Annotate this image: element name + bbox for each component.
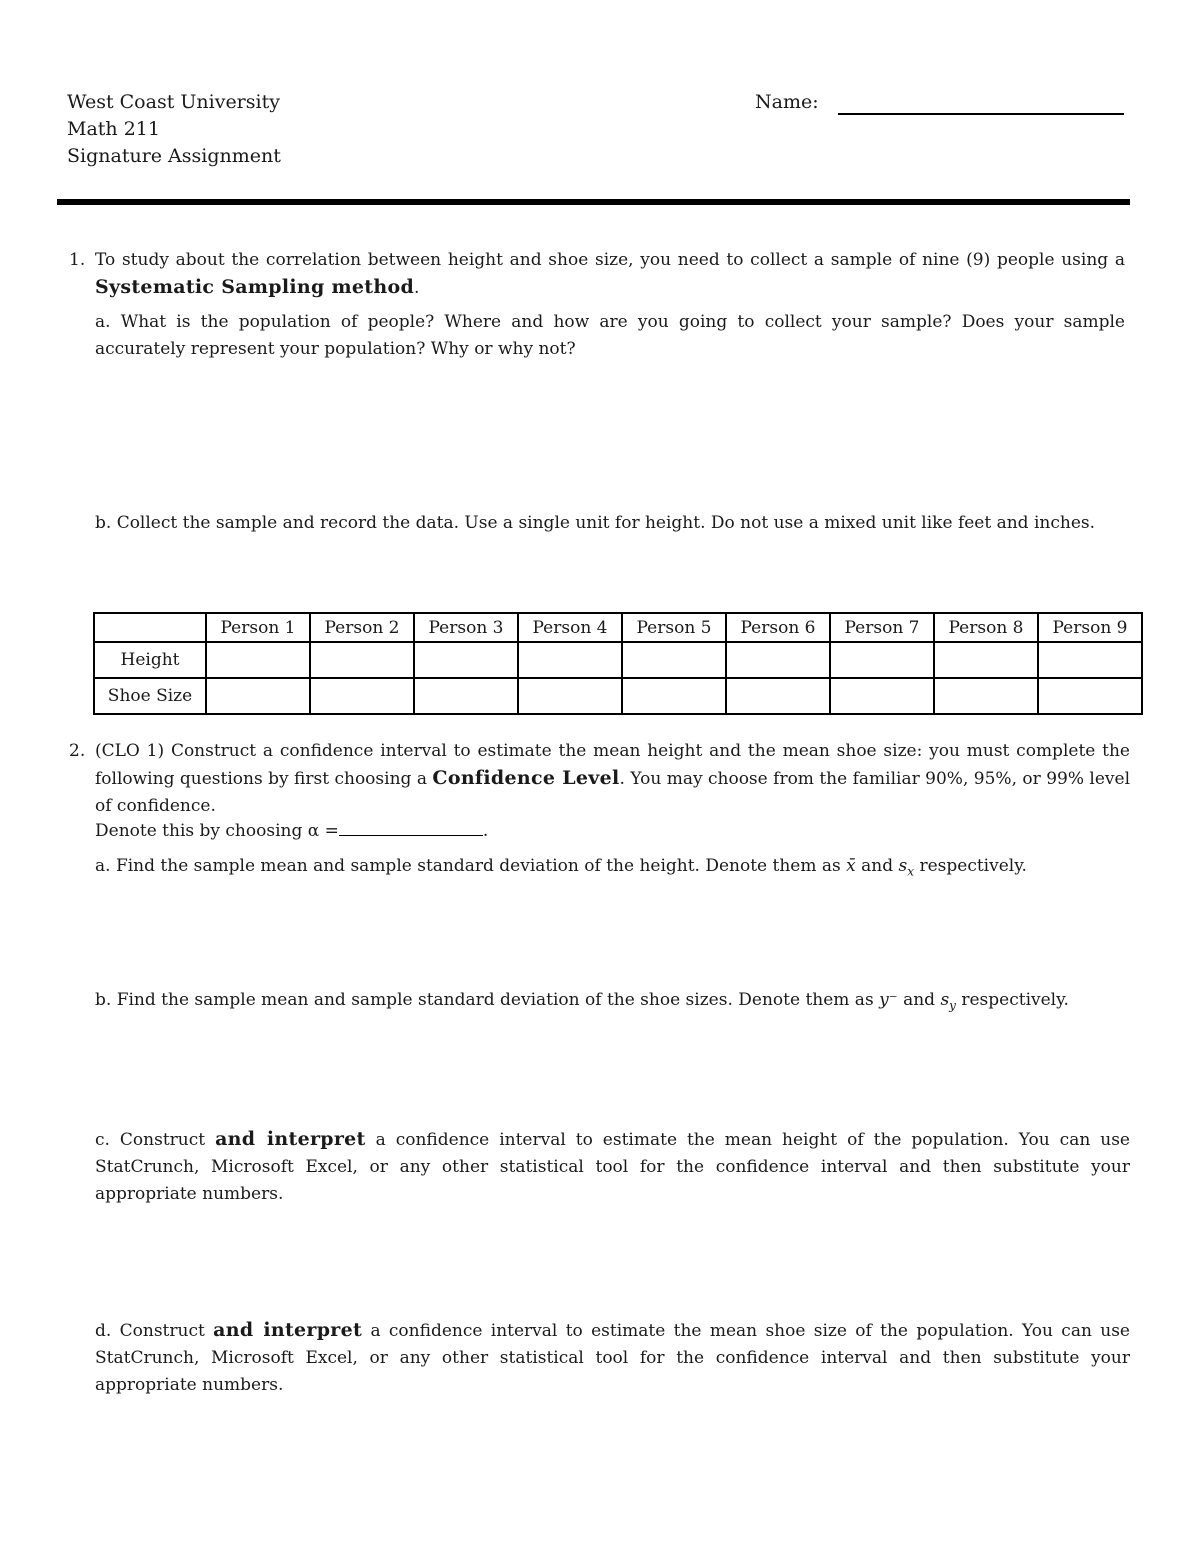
xbar-symbol: x̄: [846, 856, 856, 876]
q2b-and: and: [903, 990, 936, 1010]
q2-emphasis: Confidence Level: [432, 767, 620, 789]
table-header-row: [94, 613, 1142, 642]
column-header: Person 1: [206, 613, 310, 642]
assignment-title: Signature Assignment: [67, 145, 281, 167]
column-header: Person 9: [1038, 613, 1142, 642]
q2c-emphasis: and interpret: [215, 1128, 366, 1150]
q2a-post: respectively.: [919, 856, 1027, 876]
q2b-pre: b. Find the sample mean and sample standard deviation of the shoe sizes. Denote them as: [95, 990, 874, 1010]
q2-denote-text: Denote this by choosing α =: [95, 821, 339, 841]
height-cell[interactable]: [518, 642, 622, 678]
q2-text-main: (CLO 1) Construct a confidence interval to estimate the mean height and the mean shoe size: you must complete the following questions by first choosing a: [95, 741, 1130, 789]
shoe-size-cell[interactable]: [206, 678, 310, 714]
shoe-size-cell[interactable]: [518, 678, 622, 714]
q2-text-rest: . You may choose from the familiar 90%, 95%, or 99% level of confidence.: [95, 769, 1131, 816]
q1-period: .: [414, 278, 420, 298]
q2-text: [95, 738, 1130, 820]
column-header: Person 5: [622, 613, 726, 642]
height-cell[interactable]: [934, 642, 1038, 678]
q2-denote: [95, 817, 695, 845]
q1-number: 1.: [69, 250, 86, 270]
course-name: Math 211: [67, 118, 160, 140]
q1a-text: a. What is the population of people? Where and how are you going to collect your sample? Does your sample accurately represent your population? Why or why not?: [95, 312, 1125, 359]
height-cell[interactable]: [414, 642, 518, 678]
q2d-pre: d. Construct: [95, 1321, 205, 1341]
q2d-emphasis: and interpret: [213, 1319, 363, 1341]
q2c-text: [95, 1126, 1130, 1208]
university-name: West Coast University: [67, 91, 280, 113]
column-header: Person 4: [518, 613, 622, 642]
name-blank-line[interactable]: [838, 113, 1124, 115]
q2a-text: [95, 853, 1135, 885]
row-header: Height: [94, 642, 206, 678]
column-header: Person 8: [934, 613, 1038, 642]
data-table: [93, 612, 1143, 715]
alpha-blank[interactable]: [339, 817, 483, 836]
height-cell[interactable]: [310, 642, 414, 678]
table-row-shoe-size: [94, 678, 1142, 714]
q1-emphasis: Systematic Sampling method: [95, 276, 415, 298]
row-header: Shoe Size: [94, 678, 206, 714]
shoe-size-cell[interactable]: [934, 678, 1038, 714]
q2d-text: [95, 1317, 1130, 1399]
shoe-size-cell[interactable]: [310, 678, 414, 714]
q2b-text: [95, 987, 1135, 1019]
column-header: Person 7: [830, 613, 934, 642]
table-row-height: [94, 642, 1142, 678]
q2c-post: a confidence interval to estimate the mean height of the population. You can use StatCrunch, Microsoft Excel, or any other statistical tool for the confidence interval and then substitute your appropriate numbers.: [95, 1130, 1130, 1204]
sx-subscript: x: [907, 864, 915, 879]
q2-number: 2.: [69, 741, 86, 761]
column-header: Person 2: [310, 613, 414, 642]
q2a-and: and: [861, 856, 894, 876]
sx-symbol: s: [898, 856, 908, 876]
q1-text-main: To study about the correlation between height and shoe size, you need to collect a sample of nine (9) people using a: [95, 250, 1125, 270]
q2a-pre: a. Find the sample mean and sample standard deviation of the height. Denote them as: [95, 856, 841, 876]
sy-symbol: s: [940, 990, 950, 1010]
shoe-size-cell[interactable]: [830, 678, 934, 714]
column-header: Person 6: [726, 613, 830, 642]
height-cell[interactable]: [622, 642, 726, 678]
q2-denote-end: .: [482, 821, 489, 841]
header-divider: [57, 199, 1130, 205]
q2b-post: respectively.: [961, 990, 1069, 1010]
sy-subscript: y: [949, 998, 956, 1013]
q2c-pre: c. Construct: [95, 1130, 206, 1150]
shoe-size-cell[interactable]: [414, 678, 518, 714]
ybar-symbol: y⁻: [879, 990, 898, 1010]
shoe-size-cell[interactable]: [1038, 678, 1142, 714]
shoe-size-cell[interactable]: [622, 678, 726, 714]
height-cell[interactable]: [830, 642, 934, 678]
q1b-text: b. Collect the sample and record the data. Use a single unit for height. Do not use a mixed unit like feet and inches.: [95, 513, 1096, 533]
height-cell[interactable]: [1038, 642, 1142, 678]
table-corner-cell: [94, 613, 206, 642]
q2d-post: a confidence interval to estimate the mean shoe size of the population. You can use StatCrunch, Microsoft Excel, or any other statistical tool for the confidence interval and then substitute your appropriate numbers.: [95, 1321, 1130, 1395]
height-cell[interactable]: [726, 642, 830, 678]
column-header: Person 3: [414, 613, 518, 642]
name-label: Name:: [755, 91, 819, 113]
height-cell[interactable]: [206, 642, 310, 678]
q1-text: [95, 247, 1125, 302]
shoe-size-cell[interactable]: [726, 678, 830, 714]
